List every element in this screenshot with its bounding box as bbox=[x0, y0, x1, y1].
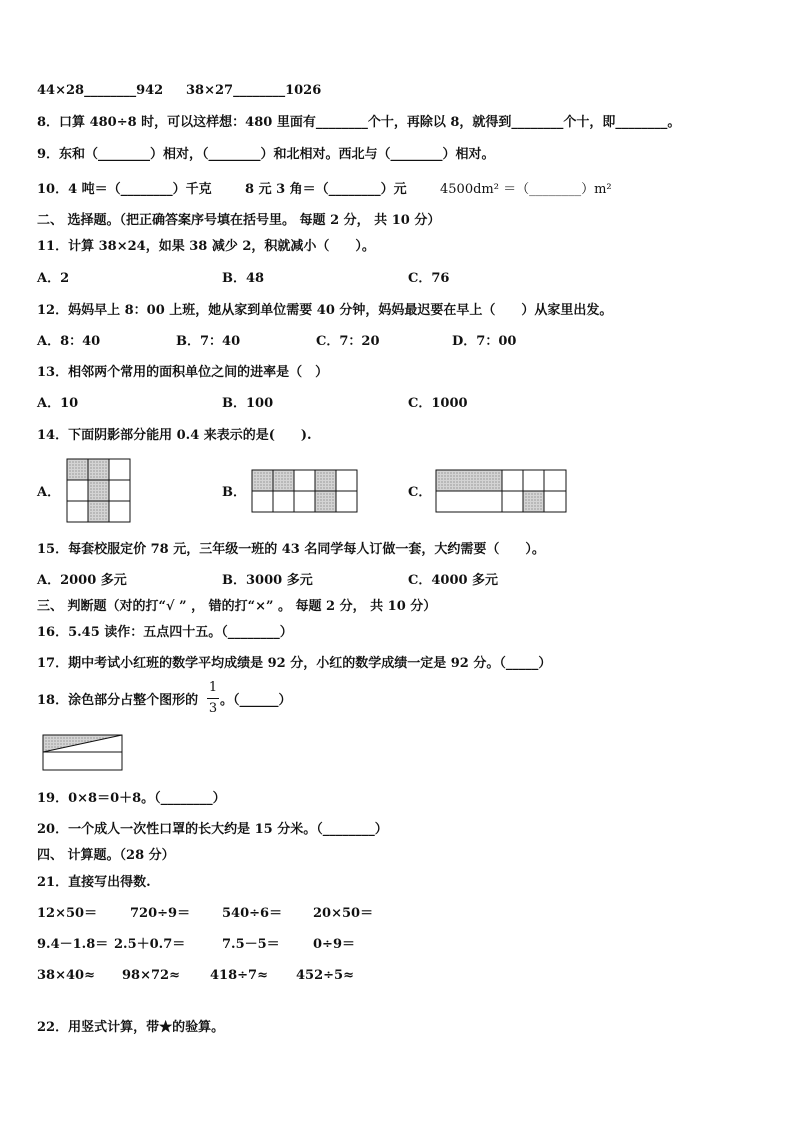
q14-figure-a bbox=[66, 458, 132, 524]
calc-item: 7.5－5＝ bbox=[222, 937, 280, 952]
question-15: 15．每套校服定价 78 元，三年级一班的 43 名同学每人订做一套，大约需要（ ）。 bbox=[37, 542, 545, 557]
calc-item: 20×50＝ bbox=[313, 906, 374, 921]
question-18-tail: 。（______） bbox=[220, 693, 292, 708]
q11-option-a: A．2 bbox=[37, 271, 70, 286]
question-10-b: 8 元 3 角＝（________）元 bbox=[245, 182, 407, 197]
q13-option-a: A．10 bbox=[37, 396, 79, 411]
q11-option-c: C．76 bbox=[408, 271, 450, 286]
q14-figure-b bbox=[251, 469, 359, 513]
q14-option-a-label: A． bbox=[37, 485, 61, 500]
calc-item: 2.5＋0.7＝ bbox=[114, 937, 186, 952]
calc-item: 720÷9＝ bbox=[130, 906, 191, 921]
q12-option-d: D．7：00 bbox=[452, 334, 517, 349]
q12-option-a: A．8：40 bbox=[37, 334, 101, 349]
fraction-bar bbox=[207, 698, 219, 699]
fraction-numerator: 1 bbox=[208, 680, 218, 695]
question-10-c: 4500dm² ＝（________）m² bbox=[440, 182, 612, 197]
question-19: 19．0×8＝0＋8。（________） bbox=[37, 791, 226, 806]
q11-option-b: B．48 bbox=[222, 271, 265, 286]
calc-item: 38×40≈ bbox=[37, 968, 95, 983]
question-21: 21．直接写出得数. bbox=[37, 875, 151, 890]
q12-option-b: B．7：40 bbox=[176, 334, 241, 349]
question-11: 11．计算 38×24，如果 38 减少 2，积就减小（ ）。 bbox=[37, 239, 375, 254]
compare-b: 38×27________1026 bbox=[186, 83, 322, 98]
question-9: 9．东和（________）相对，（________）和北相对。西北与（________）相对。 bbox=[37, 147, 495, 162]
question-13: 13．相邻两个常用的面积单位之间的进率是（ ） bbox=[37, 365, 329, 380]
q14-option-c-label: C． bbox=[408, 485, 432, 500]
calc-item: 9.4－1.8＝ bbox=[37, 937, 109, 952]
question-10-a: 10．4 吨＝（________）千克 bbox=[37, 182, 212, 197]
q14-option-b-label: B． bbox=[222, 485, 246, 500]
q15-option-c: C．4000 多元 bbox=[408, 573, 499, 588]
question-20: 20．一个成人一次性口罩的长大约是 15 分米。（________） bbox=[37, 822, 388, 837]
q12-option-c: C．7：20 bbox=[316, 334, 380, 349]
q13-option-b: B．100 bbox=[222, 396, 274, 411]
q15-option-a: A．2000 多元 bbox=[37, 573, 127, 588]
compare-a: 44×28________942 bbox=[37, 83, 164, 98]
section-2-heading: 二、 选择题。（把正确答案序号填在括号里。 每题 2 分， 共 10 分） bbox=[37, 213, 441, 228]
calc-item: 540÷6＝ bbox=[222, 906, 283, 921]
q14-figure-c bbox=[435, 469, 568, 513]
question-12: 12．妈妈早上 8：00 上班，她从家到单位需要 40 分钟，妈妈最迟要在早上（ ）从家里出发。 bbox=[37, 303, 613, 318]
question-8: 8．口算 480÷8 时，可以这样想：480 里面有________个十，再除以 8，就得到________个十，即________。 bbox=[37, 115, 681, 130]
question-14: 14．下面阴影部分能用 0.4 来表示的是( ). bbox=[37, 428, 312, 443]
calc-item: 418÷7≈ bbox=[210, 968, 268, 983]
calc-item: 452÷5≈ bbox=[296, 968, 354, 983]
fraction-denominator: 3 bbox=[208, 701, 218, 716]
q18-figure bbox=[42, 734, 124, 772]
calc-item: 0÷9＝ bbox=[313, 937, 355, 952]
question-22: 22．用竖式计算，带★的验算。 bbox=[37, 1020, 225, 1035]
q13-option-c: C．1000 bbox=[408, 396, 468, 411]
question-18-stem: 18．涂色部分占整个图形的 bbox=[37, 693, 199, 708]
calc-item: 12×50＝ bbox=[37, 906, 98, 921]
section-4-heading: 四、 计算题。（28 分） bbox=[37, 848, 175, 863]
question-17: 17．期中考试小红班的数学平均成绩是 92 分，小红的数学成绩一定是 92 分。（_____） bbox=[37, 656, 552, 671]
question-16: 16．5.45 读作：五点四十五。（________） bbox=[37, 625, 293, 640]
q15-option-b: B．3000 多元 bbox=[222, 573, 313, 588]
section-3-heading: 三、 判断题（对的打“√ ” ， 错的打“×” 。 每题 2 分， 共 10 分） bbox=[37, 599, 437, 614]
calc-item: 98×72≈ bbox=[122, 968, 180, 983]
